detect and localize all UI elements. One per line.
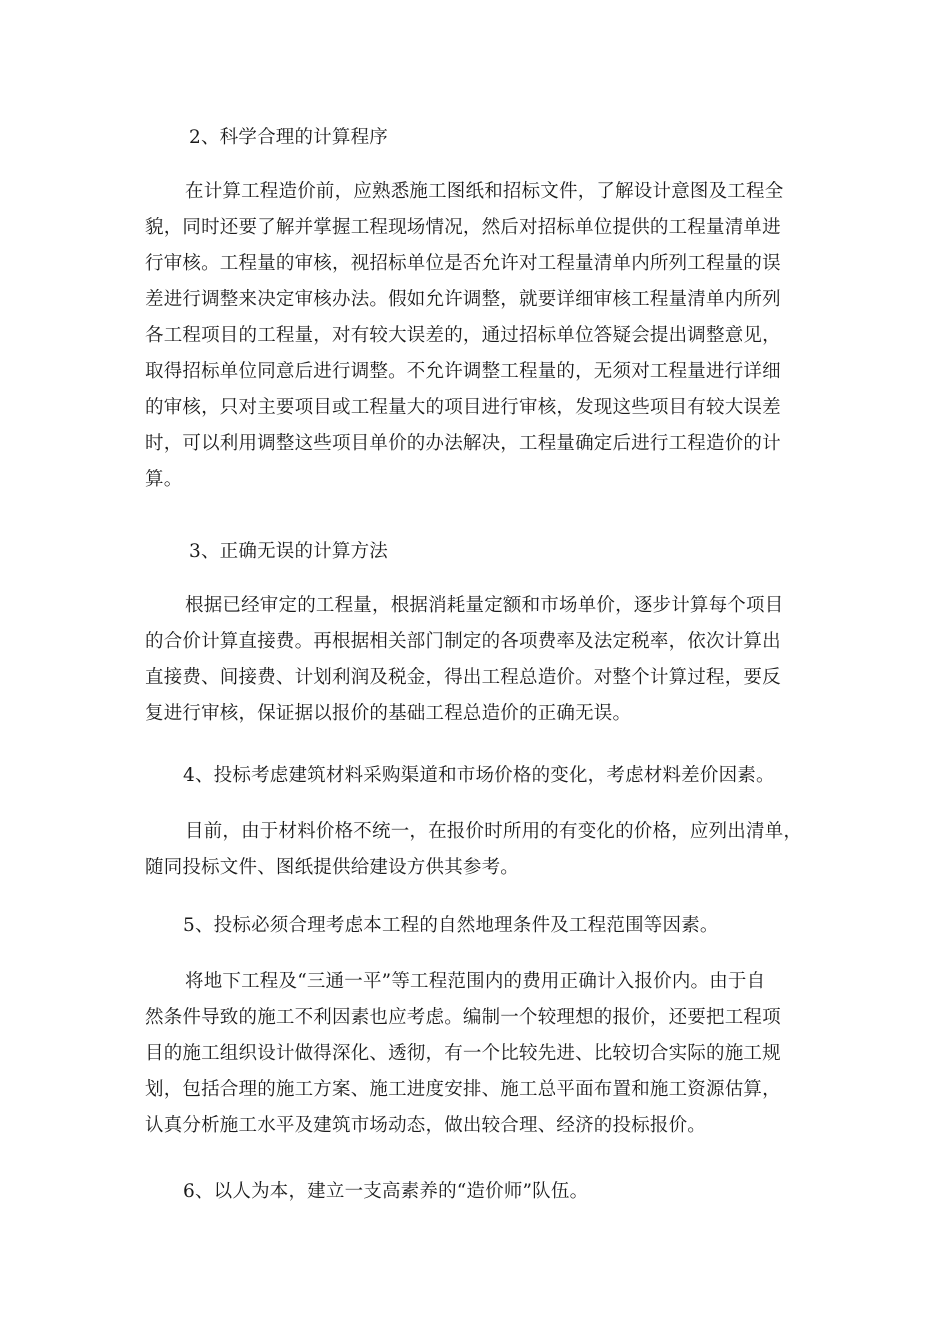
paragraph-line: 然条件导致的施工不利因素也应考虑。编制一个较理想的报价，还要把工程项	[145, 1007, 781, 1028]
paragraph-line: 认真分析施工水平及建筑市场动态，做出较合理、经济的投标报价。	[145, 1115, 707, 1136]
section-heading-3	[145, 534, 807, 570]
paragraph-site-conditions	[145, 964, 807, 1144]
paragraph-calculation-procedure	[145, 174, 807, 498]
paragraph-line: 的审核，只对主要项目或工程量大的项目进行审核，发现这些项目有较大误差	[145, 397, 781, 418]
section-heading-2	[145, 120, 807, 156]
paragraph-line: 划，包括合理的施工方案、施工进度安排、施工总平面布置和施工资源估算，	[145, 1079, 781, 1100]
paragraph-line: 各工程项目的工程量，对有较大误差的，通过招标单位答疑会提出调整意见，	[145, 325, 781, 346]
paragraph-line: 根据已经审定的工程量，根据消耗量定额和市场单价，逐步计算每个项目	[185, 595, 784, 616]
paragraph-line: 随同投标文件、图纸提供给建设方供其参考。	[145, 857, 520, 878]
section-heading-4	[145, 758, 807, 794]
heading-text: 4、投标考虑建筑材料采购渠道和市场价格的变化，考虑材料差价因素。	[183, 765, 775, 786]
paragraph-line: 取得招标单位同意后进行调整。不允许调整工程量的，无须对工程量进行详细	[145, 361, 781, 382]
heading-text: 5、投标必须合理考虑本工程的自然地理条件及工程范围等因素。	[183, 915, 719, 936]
paragraph-line: 在计算工程造价前，应熟悉施工图纸和招标文件，了解设计意图及工程全	[185, 181, 784, 202]
section-heading-6	[145, 1174, 807, 1210]
paragraph-line: 将地下工程及“三通一平”等工程范围内的费用正确计入报价内。由于自	[185, 971, 766, 992]
paragraph-calculation-method	[145, 588, 807, 732]
heading-text: 3、正确无误的计算方法	[189, 541, 388, 562]
section-heading-5	[145, 908, 807, 944]
paragraph-material-prices	[145, 814, 807, 886]
heading-text: 6、以人为本，建立一支高素养的“造价师”队伍。	[183, 1181, 589, 1202]
paragraph-line: 目前，由于材料价格不统一，在报价时所用的有变化的价格，应列出清单，	[185, 821, 803, 842]
paragraph-line: 行审核。工程量的审核，视招标单位是否允许对工程量清单内所列工程量的误	[145, 253, 781, 274]
heading-text: 2、科学合理的计算程序	[189, 127, 388, 148]
paragraph-line: 复进行审核，保证据以报价的基础工程总造价的正确无误。	[145, 703, 632, 724]
paragraph-line: 算。	[145, 469, 183, 490]
paragraph-line: 目的施工组织设计做得深化、透彻，有一个比较先进、比较切合实际的施工规	[145, 1043, 781, 1064]
paragraph-line: 直接费、间接费、计划利润及税金，得出工程总造价。对整个计算过程，要反	[145, 667, 781, 688]
paragraph-line: 貌，同时还要了解并掌握工程现场情况，然后对招标单位提供的工程量清单进	[145, 217, 781, 238]
paragraph-line: 差进行调整来决定审核办法。假如允许调整，就要详细审核工程量清单内所列	[145, 289, 781, 310]
paragraph-line: 的合价计算直接费。再根据相关部门制定的各项费率及法定税率，依次计算出	[145, 631, 781, 652]
paragraph-line: 时，可以利用调整这些项目单价的办法解决，工程量确定后进行工程造价的计	[145, 433, 781, 454]
